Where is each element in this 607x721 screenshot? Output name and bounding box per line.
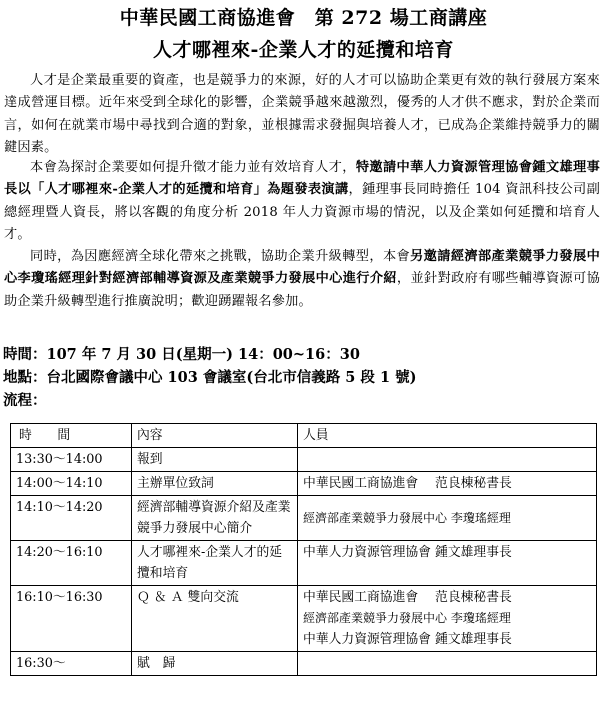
row-time: 13:30～14:00 [11,448,132,472]
table-row [11,472,597,496]
header-content: 內容 [132,424,298,448]
row-content: 報到 [132,448,298,472]
row-people-line: 經濟部產業競爭力發展中心 李瓊瑤經理 [303,611,511,625]
table-row [11,586,597,652]
table-row [11,541,597,586]
row-people [298,448,597,472]
row-people: 中華人力資源管理協會 鍾文雄理事長 [298,541,597,586]
agenda-label: 流程： [3,392,47,409]
event-time: 時間：107 年 7 月 30 日(星期一) 14：00~16：30 [3,346,360,363]
row-time: 16:10～16:30 [11,586,132,652]
header-time: 時 間 [11,424,132,448]
speaker-paragraph-highlight: 特邀請中華人力資源管理協會鍾文雄理事長以「人才哪裡來-企業人才的延攬和培育」為題發表演講 [4,160,600,198]
row-people: 中華民國工商協進會 范良棟秘書長 [298,472,597,496]
row-content: 賦 歸 [132,652,298,676]
row-content: Ｑ ＆ Ａ 雙向交流 [132,586,298,652]
title-line-1: 中華民國工商協進會 第 272 場工商講座 [119,7,488,29]
speaker-paragraph [4,157,600,247]
speaker-paragraph-c: ，鍾理事長同時擔任 104 資訊科技公司副總經理暨人資長，將以客觀的角度分析 2018 年人力資源市場的情況，以及企業如何延攬和培育人才。 [4,182,600,243]
second-speaker-paragraph-a: 同時，為因應經濟全球化帶來之挑戰，協助企業升級轉型，本會 [30,249,411,264]
intro-paragraph: 人才是企業最重要的資產，也是競爭力的來源，好的人才可以協助企業更有效的執行發展方案來達成營運目標。近年來受到全球化的影響，企業競爭越來越激烈，優秀的人才供不應求，對於企業而言，如何在就業市場中尋找到合適的對象，並根據需求發掘與培養人才，已成為企業維持競爭力的關鍵因素。 [4,73,600,156]
row-time: 14:20～16:10 [11,541,132,586]
agenda-table [10,423,597,676]
second-speaker-paragraph [4,246,600,313]
table-header-row [11,424,597,448]
row-people: 經濟部產業競爭力發展中心 李瓊瑤經理 [298,496,597,541]
table-row [11,652,597,676]
row-people [298,652,597,676]
row-content: 主辦單位致詞 [132,472,298,496]
row-people-multi [298,586,597,652]
row-content: 人才哪裡來-企業人才的延攬和培育 [132,541,298,586]
second-speaker-paragraph-highlight: 另邀請經濟部產業競爭力發展中心李瓊瑤經理針對經濟部輔導資源及產業競爭力發展中心進行介紹 [4,249,600,287]
title-line-2: 人才哪裡來-企業人才的延攬和培育 [153,39,454,61]
row-time: 16:30～ [11,652,132,676]
header-people: 人員 [298,424,597,448]
row-time: 14:00～14:10 [11,472,132,496]
event-place: 地點：台北國際會議中心 103 會議室(台北市信義路 5 段 1 號) [3,369,417,386]
row-content: 經濟部輔導資源介紹及產業競爭力發展中心簡介 [132,496,298,541]
table-row [11,448,597,472]
row-people-line: 中華人力資源管理協會 鍾文雄理事長 [303,632,512,647]
table-row [11,496,597,541]
second-speaker-paragraph-c: ，並針對政府有哪些輔導資源可協助企業升級轉型進行推廣說明；歡迎踴躍報名參加。 [4,271,600,309]
row-time: 14:10～14:20 [11,496,132,541]
speaker-paragraph-a: 本會為探討企業要如何提升徵才能力並有效培育人才， [30,160,356,175]
row-people-line: 中華民國工商協進會 范良棟秘書長 [303,590,512,605]
